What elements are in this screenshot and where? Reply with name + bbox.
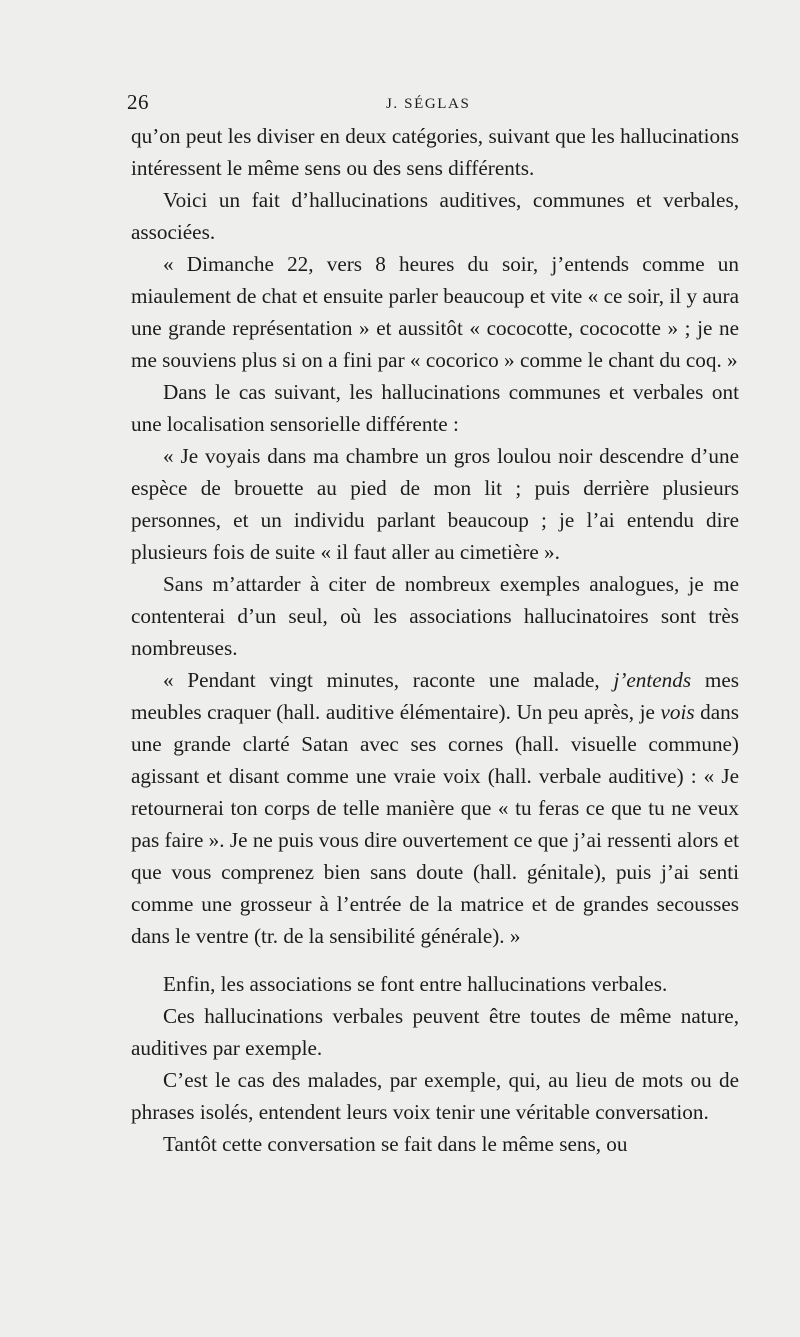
paragraph-7-italic-2: vois <box>660 700 695 724</box>
paragraph-8: Enfin, les associations se font entre hallucinations verbales. <box>163 972 668 996</box>
paragraph-7-part-b: mes meubles craquer (hall. auditive élémentaire). Un peu après, je <box>131 668 739 724</box>
paragraph-9: Ces hallucinations verbales peuvent être toutes de même nature, auditives par exemple. <box>131 1004 739 1060</box>
page-number: 26 <box>127 90 149 114</box>
paragraph-7-italic-1: j’entends <box>613 668 692 692</box>
body-text <box>131 120 739 1160</box>
paragraph-7 <box>131 664 739 952</box>
paragraph-1: qu’on peut les diviser en deux catégories, suivant que les hallucinations intéressent le même sens ou des sens différents. <box>131 124 739 180</box>
page-header <box>127 90 739 120</box>
running-head: J. SÉGLAS <box>386 96 471 112</box>
paragraph-6: Sans m’attarder à citer de nombreux exemples analogues, je me contenterai d’un seul, où les associations hallucinatoires sont très nombreuses. <box>131 572 739 660</box>
paragraph-7-part-a: « Pendant vingt minutes, raconte une malade, <box>163 668 614 692</box>
paragraph-10: C’est le cas des malades, par exemple, qui, au lieu de mots ou de phrases isolés, entendent leurs voix tenir une véritable conversation. <box>131 1068 739 1124</box>
paragraph-2: Voici un fait d’hallucinations auditives, communes et verbales, associées. <box>131 188 739 244</box>
paragraph-7-part-c: dans une grande clarté Satan avec ses cornes (hall. visuelle commune) agissant et disant comme une vraie voix (hall. verbale auditive) : « Je retournerai ton corps de telle manière que « tu feras ce que tu ne veux pas faire ». Je ne puis vous dire ouvertement ce que j’ai ressenti alors et que vous comprenez bien sans doute (hall. génitale), puis j’ai senti comme une grosseur à l’entrée de la matrice et de grandes secousses dans le ventre (tr. de la sensibilité générale). » <box>131 700 739 948</box>
paragraph-11: Tantôt cette conversation se fait dans le même sens, ou <box>163 1132 628 1156</box>
book-page <box>127 90 739 1160</box>
paragraph-3: « Dimanche 22, vers 8 heures du soir, j’entends comme un miaulement de chat et ensuite parler beaucoup et vite « ce soir, il y aura une grande représentation » et aussitôt « cococotte, cococotte » ; je ne me souviens plus si on a fini par « cocorico » comme le chant du coq. » <box>131 252 739 372</box>
paragraph-4: Dans le cas suivant, les hallucinations communes et verbales ont une localisation sensorielle différente : <box>131 380 739 436</box>
paragraph-5: « Je voyais dans ma chambre un gros loulou noir descendre d’une espèce de brouette au pied de mon lit ; puis derrière plusieurs personnes, et un individu parlant beaucoup ; je l’ai entendu dire plusieurs fois de suite « il faut aller au cimetière ». <box>131 444 739 564</box>
